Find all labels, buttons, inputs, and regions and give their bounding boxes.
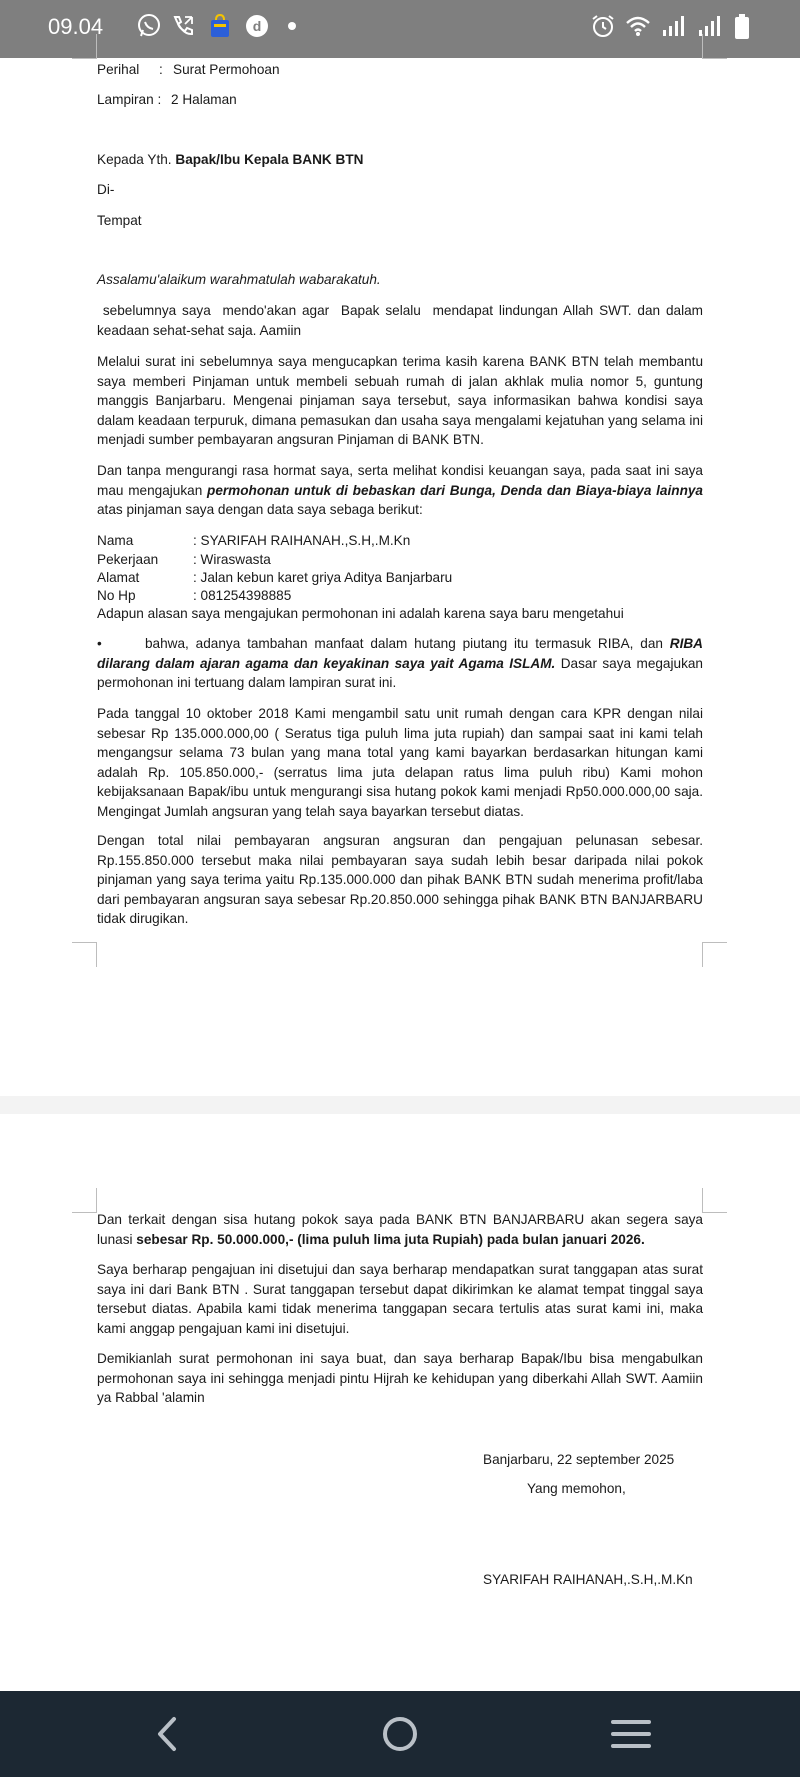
riba-text: bahwa, adanya tambahan manfaat dalam hutang piutang itu termasuk RIBA, dan <box>145 636 670 651</box>
data-label: No Hp <box>97 588 136 603</box>
signer-name: SYARIFAH RAIHANAH,.S.H,.M.Kn <box>483 1572 693 1587</box>
perihal-line <box>97 60 703 80</box>
paragraph-kpr: Pada tanggal 10 oktober 2018 Kami mengambil satu unit rumah dengan cara KPR dengan nilai sebesar Rp 135.000.000,00 ( Seratus tiga puluh lima juta rupiah) dan sampai saat ini kami telah mengangsur selama 73 bulan yang mana total yang kami bayarkan berdasarkan hitungan kami adalah Rp. 105.850.000,- (serratus lima juta delapan ratus lima puluh ribu) Kami mohon kebijaksanaan Bapak/ibu untuk mengurangi sisa hutang pokok kami menjadi Rp50.000.000,00 saja. Mengingat Jumlah angsuran yang telah saya bayarkan tersebut diatas. <box>97 706 703 819</box>
data-row <box>97 568 703 588</box>
call-icon <box>170 13 196 39</box>
data-row <box>97 586 703 606</box>
data-value: : SYARIFAH RAIHANAH.,S.H,.M.Kn <box>193 533 411 548</box>
data-label: Nama <box>97 533 134 548</box>
crop-mark <box>72 942 97 967</box>
paragraph-opening: sebelumnya saya mendo'akan agar Bapak selalu mendapat lindungan Allah SWT. dan dalam keadaan sehat-sehat saja. Aamiin <box>97 303 707 338</box>
dot-icon <box>286 20 298 32</box>
data-value: : Wiraswasta <box>193 552 271 567</box>
request-text: Dan tanpa mengurangi rasa hormat saya, serta melihat kondisi keuangan saya, pada saat ini saya mau mengajukan <box>97 463 703 498</box>
status-time: 09.04 <box>48 14 104 39</box>
page-gap <box>0 1096 800 1114</box>
alarm-icon <box>590 13 616 39</box>
yang-memohon: Yang memohon, <box>527 1481 626 1496</box>
paragraph-background: Melalui surat ini sebelumnya saya mengucapkan terima kasih karena BANK BTN telah membantu saya memberi Pinjaman untuk membeli sebuah rumah di jalan akhlak mulia nomor 5, guntung manggis Banjarbaru. Mengenai pinjaman saya tersebut, saya informasikan bahwa kondisi saya dalam keadaan terpuruk, dimana pemasukan dan usaha saya mengalami kejatuhan yang selama ini menjadi sumber pembayaran angsuran Pinjaman di BANK BTN. <box>97 354 703 448</box>
signal-icon <box>660 13 686 39</box>
data-row <box>97 531 703 551</box>
settlement-bold: sebesar Rp. 50.000.000,- (lima puluh lima juta Rupiah) pada bulan januari 2026. <box>136 1231 645 1247</box>
data-row <box>97 550 703 570</box>
settlement-text: Dan terkait dengan sisa hutang pokok saya pada BANK BTN BANJARBARU akan segera saya lunasi <box>97 1212 703 1247</box>
kepada-prefix: Kepada Yth. <box>97 152 172 167</box>
whatsapp-icon <box>136 13 162 39</box>
wifi-icon <box>624 13 652 39</box>
home-icon[interactable] <box>377 1711 423 1757</box>
paragraph-request <box>97 461 703 520</box>
riba-text-end: Dasar saya megajukan permohonan ini tertuang dalam lampiran surat ini. <box>97 655 703 691</box>
crop-mark <box>702 942 727 967</box>
perihal-value: Surat Permohoan <box>173 62 280 77</box>
paragraph-riba <box>97 634 703 693</box>
perihal-label: Perihal <box>97 62 140 77</box>
document-page-1 <box>0 58 800 1096</box>
tempat-line: Tempat <box>97 213 142 228</box>
back-icon[interactable] <box>146 1711 192 1757</box>
navigation-bar <box>0 1691 800 1777</box>
data-value: : Jalan kebun karet griya Aditya Banjarbaru <box>193 570 453 585</box>
lampiran-line <box>97 90 703 110</box>
crop-mark <box>702 34 727 59</box>
d-app-icon <box>244 13 270 39</box>
data-value: : 081254398885 <box>193 588 292 603</box>
svg-text:d: d <box>252 18 262 34</box>
recipient: Bapak/Ibu Kepala BANK BTN <box>175 152 364 167</box>
status-bar <box>0 0 800 58</box>
menu-icon[interactable] <box>608 1711 654 1757</box>
data-label: Pekerjaan <box>97 552 159 567</box>
request-bold: permohonan untuk di bebaskan dari Bunga, Denda dan Biaya-biaya lainnya <box>207 482 703 498</box>
lampiran-value: 2 Halaman <box>171 92 237 107</box>
place-date: Banjarbaru, 22 september 2025 <box>483 1452 675 1467</box>
letter-body <box>97 58 707 938</box>
document-page-2 <box>0 1114 800 1691</box>
bullet: • <box>97 636 102 651</box>
data-label: Alamat <box>97 570 140 585</box>
perihal-sep: : <box>159 62 163 77</box>
riba-bold: RIBA dilarang dalam ajaran agama dan keyakinan saya yait Agama ISLAM. <box>97 636 703 671</box>
di-line: Di- <box>97 182 115 197</box>
reason-line: Adapun alasan saya mengajukan permohonan ini adalah karena saya baru mengetahui <box>97 606 624 621</box>
store-icon <box>208 13 232 39</box>
crop-mark <box>72 34 97 59</box>
letter-body-2 <box>97 1210 703 1670</box>
battery-icon <box>732 13 752 41</box>
paragraph-hope: Saya berharap pengajuan ini disetujui dan saya berharap mendapatkan surat tanggapan atas surat saya ini dari Bank BTN . Surat tanggapan tersebut dapat dikirimkan ke alamat tempat tinggal saya tersebut diatas. Apabila kami tidak menerima tanggapan secara tertulis atas surat kami ini, maka kami anggap pengajuan kami ini disetujui. <box>97 1262 703 1336</box>
crop-mark <box>702 1188 727 1213</box>
paragraph-settlement <box>97 1210 703 1249</box>
salam-line: Assalamu'alaikum warahmatulah wabarakatuh. <box>97 272 381 287</box>
paragraph-closing: Demikianlah surat permohonan ini saya buat, dan saya berharap Bapak/Ibu bisa mengabulkan permohonan saya ini sehingga menjadi pintu Hijrah ke kehidupan yang diberkahi Allah SWT. Aamiin ya Rabbal 'alamin <box>97 1351 703 1406</box>
lampiran-label: Lampiran : <box>97 92 162 107</box>
kepada-line <box>97 150 703 170</box>
crop-mark <box>72 1188 97 1213</box>
paragraph-payment: Dengan total nilai pembayaran angsuran angsuran dan pengajuan pelunasan sebesar. Rp.155.850.000 tersebut maka nilai pembayaran saya sudah lebih besar daripada nilai pokok pinjaman yang saya terima yaitu Rp.135.000.000 dan pihak BANK BTN sudah menerima profit/laba dari pembayaran angsuran saya sebesar Rp.20.850.000 sehingga pihak BANK BTN BANJARBARU tidak dirugikan. <box>97 833 703 927</box>
request-text-end: atas pinjaman saya dengan data saya sebaga berikut: <box>97 502 423 518</box>
